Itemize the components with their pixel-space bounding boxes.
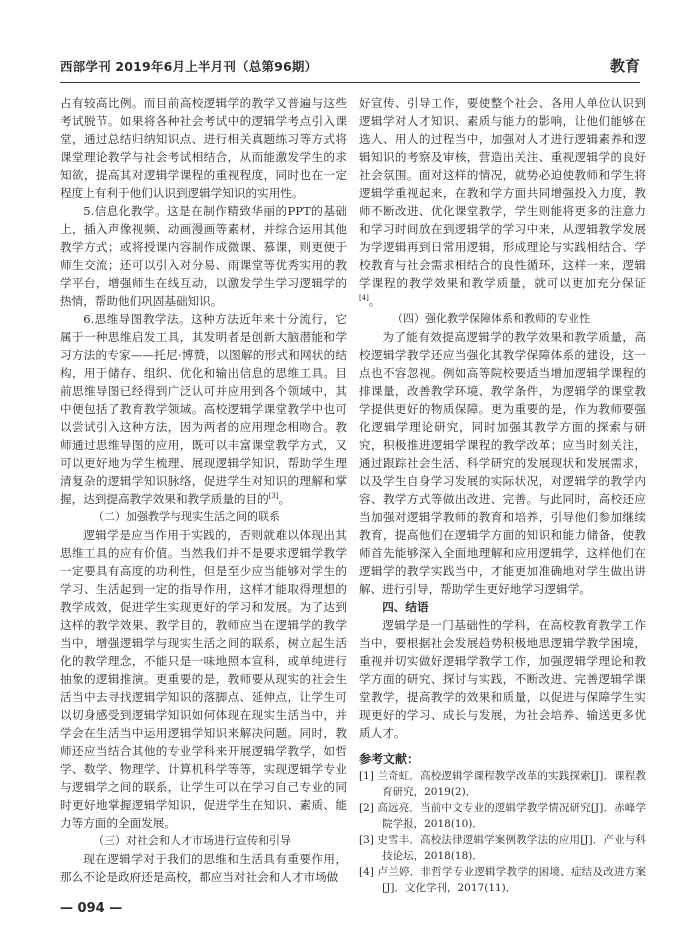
paragraph xyxy=(359,94,646,310)
section-label: 教育 xyxy=(609,57,640,75)
paragraph-end: 。 xyxy=(278,492,291,506)
paragraph: 占有较高比例。而目前高校逻辑学的教学又普遍与这些考试脱节。如果将各种社会考试中的逻辑学考点引入课堂，通过总结归纳知识点、进行相关真题练习等方式将课堂理论教学与社会考试相结合，从而能激发学生的求知欲，提高其对逻辑学课程的重视程度，同时也在一定程度上有利于他们认识到逻辑学知识的实用性。 xyxy=(60,96,347,200)
journal-title: 西部学刊 2019年6月上半月刊（总第96期） xyxy=(60,59,318,74)
paragraph: 现在逻辑学对于我们的思维和生活具有重要作用，那么不论是政府还是高校，都应当对社会和人才市场做 xyxy=(60,852,347,884)
paragraph-end: 。 xyxy=(368,294,381,308)
page-header xyxy=(60,57,640,81)
right-column xyxy=(359,94,646,899)
reference-item: [4] 卢兰婷．非哲学专业逻辑学教学的困境、症结及改进方案[J]．文化学刊，2017(11)． xyxy=(359,866,646,894)
paragraph: 为了能有效提高逻辑学的教学效果和教学质量，高校逻辑学教学还应当强化其教学保障体系的建设，这一点也不容忽视。例如高等院校要适当增加逻辑学课程的排课量，改善教学环境、教学条件，为逻辑学的课堂教学提供更好的物质保障。更为重要的是，作为教师要强化逻辑学理论研究，同时加强其教学方面的探索与研究，积极推进逻辑学课程的教学改革；应当时刻关注，通过跟踪社会生活、科学研究的发展现状和发展需求，以及学生自身学习发展的实际状况，对逻辑学的教学内容、教学方式等做出改进、完善。与此同时，高校还应当加强对逻辑学教师的教育和培养，引导他们参加继续教育，提高他们在逻辑学方面的知识和能力储备，使教师首先能够深入全面地理解和应用逻辑学，这样他们在逻辑学的教学实践当中，才能更加准确地对学生做出讲解、进行引导，帮助学生更好地学习逻辑学。 xyxy=(359,330,646,596)
paragraph: 逻辑学是应当作用于实践的，否则就难以体现出其思维工具的应有价值。当然我们并不是要求逻辑学教学一定要具有高度的功利性，但是至少应当能够对学生的学习、生活起到一定的指导作用，这样才能取得理想的教学成效，促进学生实现更好的学习和发展。为了达到这样的教学效果、教学目的，教师应当在逻辑学的教学当中，增强逻辑学与现实生活之间的联系，树立起生活化的教学理念，不能只是一味地照本宣科，或单纯进行抽象的逻辑推演。更重要的是，教师要从现实的社会生活当中去寻找逻辑学知识的落脚点、延伸点，让学生可以切身感受到逻辑学知识如何体现在现实生活当中，并学会在生活当中运用逻辑学知识来解决问题。同时，教师还应当结合其他的专业学科来开展逻辑学教学，如哲学、数学、物理学、计算机科学等等，实现逻辑学专业与逻辑学之间的联系，让学生可以在学习自己专业的同时更好地掌握逻辑学知识，促进学生在知识、素质、能力等方面的全面发展。 xyxy=(60,528,347,830)
citation[interactable]: [3] xyxy=(268,492,279,501)
section-heading: （三）对社会和人才市场进行宣传和引导 xyxy=(93,834,291,847)
section-heading: 四、结语 xyxy=(382,600,429,614)
paragraph: 5.信息化教学。这是在制作精致华丽的PPT的基础上，插入声像视频、动画漫画等素材，并综合运用其他教学方式；或将授课内容制作成微课、慕课，则更便于师生交流；还可以引入对分易、雨课堂等优秀实用的教学平台，增强师生在线互动，以激发学生学习逻辑学的热情，帮助他们巩固基础知识。 xyxy=(60,204,347,308)
paragraph xyxy=(60,310,347,508)
header-rule xyxy=(60,82,640,83)
paragraph-text: 好宣传、引导工作，要使整个社会、各用人单位认识到逻辑学对人才知识、素质与能力的影响，让他们能够在选人、用人的过程当中，加强对人才进行逻辑素养和逻辑知识的考察及审核，营造出关注、重视逻辑学的良好社会氛围。面对这样的情况，就势必迫使教师和学生将逻辑学重视起来，在教和学方面共同增强投入力度，教师不断改进、优化课堂教学，学生则能将更多的注意力和学习时间放在到逻辑学的学习中来，从逻辑教学发展为学逻辑再到日常用逻辑，形成理论与实践相结合、学校教育与社会需求相结合的良性循环，这样一来，逻辑学课程的教学效果和教学质量，就可以更加充分保证 xyxy=(359,96,646,290)
reference-item: [1] 兰奇虹．高校逻辑学课程教学改革的实践探索[J]．课程教育研究，2019(2)． xyxy=(359,770,646,798)
page-number: — 094 — xyxy=(60,901,123,916)
left-column xyxy=(60,94,347,899)
paragraph-text: 6.思维导图教学法。这种方法近年来十分流行，它属于一种思维启发工具，其发明者是创新大脑潜能和学习方法的专家——托尼·博赞，以图解的形式和网状的结构，用于储存、组织、优化和输出信息的思维工具。目前思维导图已经得到广泛认可并应用到各个领域中，其中便包括了教育教学领域。高校逻辑学课堂教学中也可以尝试引入这种方法，因为两者的应用理念相吻合。教师通过思维导图的应用，既可以丰富课堂教学方式，又可以更好地为学生梳理、展现逻辑学知识，帮助学生理清复杂的逻辑学知识脉络，促进学生对知识的理解和掌握，达到提高教学效果和教学质量的目的 xyxy=(60,312,347,506)
paragraph: 逻辑学是一门基础性的学科，在高校教育教学工作当中，要根据社会发展趋势积极地思逻辑学教学困境，重视并切实做好逻辑学教学工作，加强逻辑学理论和教学方面的研究、探讨与实践，不断改进、完善逻辑学课堂教学，提高教学的效果和质量，以促进与保障学生实现更好的学习、成长与发展，为社会培养、输送更多优质人才。 xyxy=(359,618,646,740)
reference-item: [3] 史雪丰．高校法律逻辑学案例教学法的应用[J]．产业与科技论坛，2018(18)． xyxy=(359,834,646,862)
section-heading: （二）加强教学与现实生活之间的联系 xyxy=(93,510,280,523)
citation[interactable]: [4] xyxy=(359,294,369,303)
references-title: 参考文献： xyxy=(359,752,420,766)
section-heading: （四）强化教学保障体系和教师的专业性 xyxy=(392,312,590,325)
reference-item: [2] 高远亮．当前中文专业的逻辑学教学情况研究[J]．赤峰学院学报，2018(10)． xyxy=(359,802,646,830)
